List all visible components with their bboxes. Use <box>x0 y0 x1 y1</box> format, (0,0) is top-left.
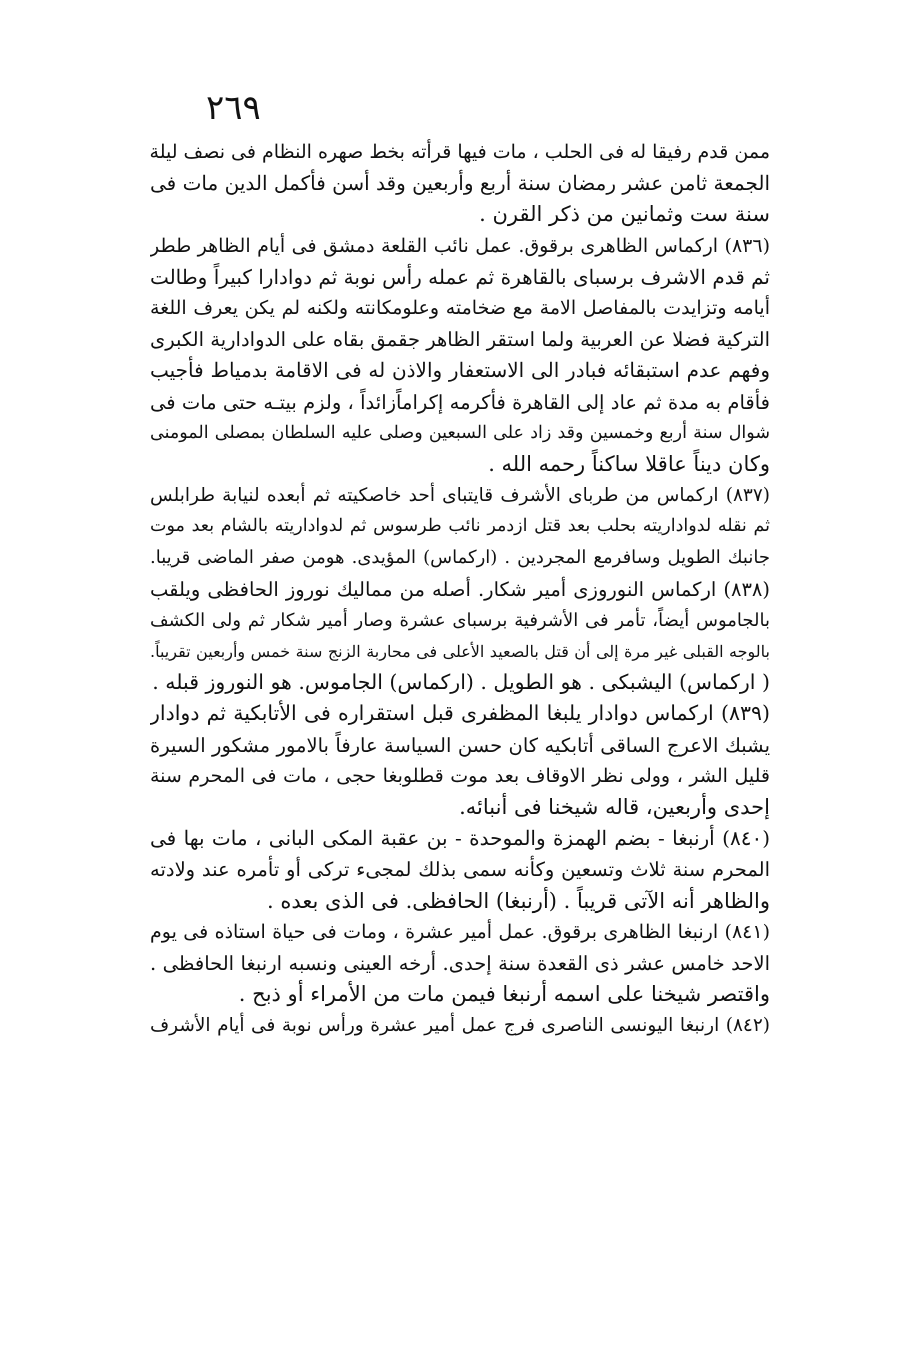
text-line: سنة ست وثمانين من ذكر القرن . <box>479 202 770 227</box>
text-line: (٨٣٧) اركماس من طرباى الأشرف قايتباى أحد خاصكيته ثم أبعده لنيابة طرابلس <box>150 485 770 507</box>
text-line: (٨٤٠) أرنبغا - بضم الهمزة والموحدة - بن عقبة المكى البانى ، مات بها فى <box>150 826 770 851</box>
text-line: الجمعة ثامن عشر رمضان سنة أربع وأربعين وقد أسن فأكمل الدين مات فى <box>150 171 770 196</box>
text-line: التركية فضلا عن العربية ولما استقر الظاهر جقمق بقاه على الدوادارية الكبرى <box>150 328 770 352</box>
text-line: وفهم عدم استبقائه فبادر الى الاستعفار والاذن له فى الاقامة بدمياط فأجيب <box>150 358 770 383</box>
text-body <box>150 137 770 1041</box>
text-line: والظاهر أنه الآتى قريباً . (أرنبغا) الحافظى. فى الذى بعده . <box>266 888 770 913</box>
text-line: يشبك الاعرج الساقى أتابكيه كان حسن السياسة عارفاً بالامور مشكور السيرة <box>150 733 770 757</box>
text-line: (٨٤٢) ارنبغا اليونسى الناصرى فرج عمل أمير عشرة ورأس نوبة فى أيام الأشرف <box>150 1015 770 1037</box>
text-line: إحدى وأربعين، قاله شيخنا فى أنبائه. <box>459 794 770 819</box>
text-line: ممن قدم رفيقا له فى الحلب ، مات فيها قرأته بخط صهره النظام فى نصف ليلة <box>150 141 770 163</box>
text-line: وكان ديناً عاقلا ساكناً رحمه الله . <box>488 451 770 476</box>
text-line: (٨٣٩) اركماس دوادار يلبغا المظفرى قبل استقراره فى الأتابكية ثم دوادار <box>150 701 770 726</box>
text-line: ( اركماس) اليشبكى . هو الطويل . (اركماس) الجاموس. هو النوروز قبله . <box>152 670 770 695</box>
text-line: المحرم سنة ثلاث وتسعين وكأنه سمى بذلك لمجىء تركى أو تأمره عند ولادته <box>150 858 770 882</box>
text-line: (٨٤١) ارنبغا الظاهرى برقوق. عمل أمير عشرة ، ومات فى حياة استاذه فى يوم <box>150 920 770 943</box>
text-line: جانبك الطويل وسافرمع المجردين . (اركماس) المؤيدى. هومن صفر الماضى قريبا. <box>150 547 770 569</box>
text-line: بالجاموس أيضاً، تأمر فى الأشرفية برسباى عشرة وصار أمير شكار ثم ولى الكشف <box>150 609 770 631</box>
text-line: أيامه وتزايدت بالمفاصل الامة مع ضخامته وعلومكانته ولكنه لم يكن يعرف اللغة <box>150 296 770 319</box>
page-number: ٢٦٩ <box>206 88 261 128</box>
text-line: فأقام به مدة ثم عاد إلى القاهرة فأكرمه إكراماًزائداً ، ولزم بيتـه حتى مات فى <box>150 390 770 414</box>
text-line: قليل الشر ، وولى نظر الاوقاف بعد موت قطلوبغا حجى ، مات فى المحرم سنة <box>150 764 770 787</box>
text-line: واقتصر شيخنا على اسمه أرنبغا فيمن مات من الأمراء أو ذبح . <box>238 982 770 1007</box>
text-line: بالوجه القبلى غير مرة إلى أن قتل بالصعيد الأعلى فى محاربة الزنج سنة خمس وأربعين تقريباً. <box>150 642 770 661</box>
text-line: ثم قدم الاشرف برسباى بالقاهرة ثم عمله رأس نوبة ثم دوادارا كبيراً وطالت <box>150 264 770 289</box>
text-line: (٨٣٦) اركماس الظاهرى برقوق. عمل نائب القلعة دمشق فى أيام الظاهر ططر <box>150 234 770 257</box>
text-line: ثم نقله لدواداريته بحلب بعد قتل ازدمر نائب طرسوس ثم لدواداريته بالشام بعد موت <box>150 516 770 537</box>
text-line: (٨٣٨) اركماس النوروزى أمير شكار. أصله من مماليك نوروز الحافظى ويلقب <box>150 577 770 601</box>
text-line: شوال سنة أربع وخمسين وقد زاد على السبعين وصلى عليه السلطان بمصلى المومنى <box>150 422 770 443</box>
text-line: الاحد خامس عشر ذى القعدة سنة إحدى. أرخه العينى ونسبه ارنبغا الحافظى . <box>150 951 770 975</box>
